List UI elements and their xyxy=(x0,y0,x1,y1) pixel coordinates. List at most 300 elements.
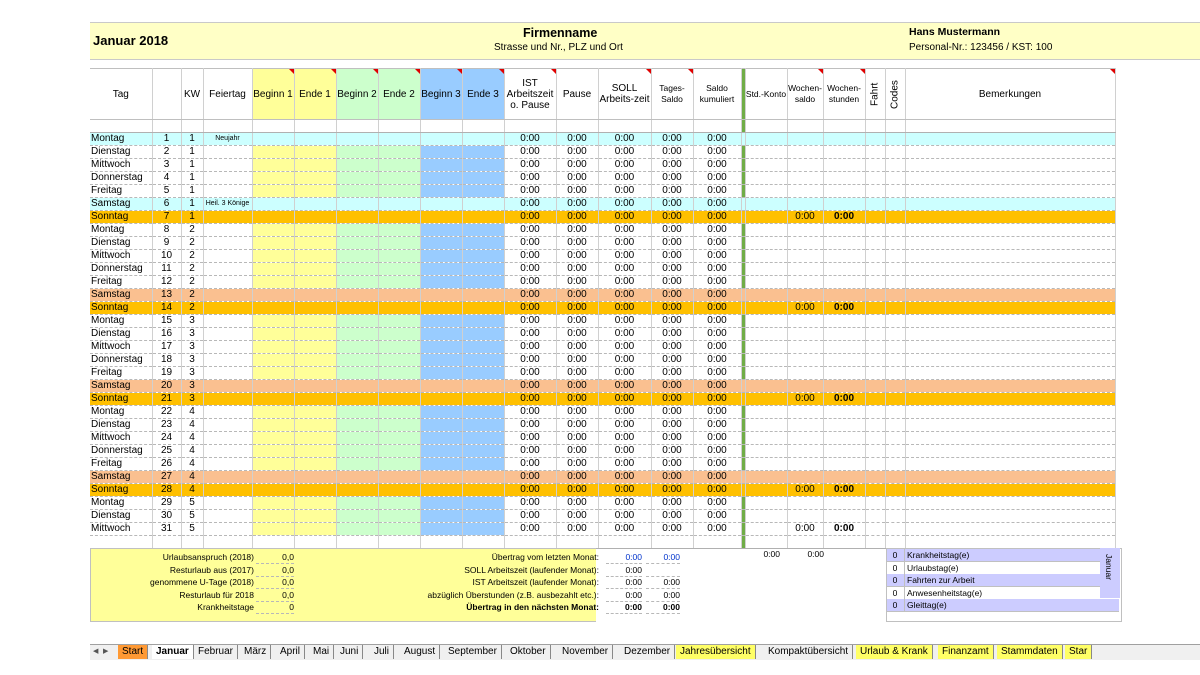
codes-cell[interactable] xyxy=(885,302,905,315)
beginn3-cell[interactable] xyxy=(420,198,462,211)
ende3-cell[interactable] xyxy=(462,172,504,185)
beginn1-cell[interactable] xyxy=(252,471,294,484)
bemerkungen-cell[interactable] xyxy=(905,172,1115,185)
codes-cell[interactable] xyxy=(885,406,905,419)
beginn1-cell[interactable] xyxy=(252,172,294,185)
beginn3-cell[interactable] xyxy=(420,250,462,263)
beginn2-cell[interactable] xyxy=(336,224,378,237)
fahrt-cell[interactable] xyxy=(865,302,885,315)
col-feiertag[interactable]: Feiertag xyxy=(203,69,252,120)
beginn2-cell[interactable] xyxy=(336,367,378,380)
vacation-value[interactable]: 0,0 xyxy=(256,576,294,589)
fahrt-cell[interactable] xyxy=(865,419,885,432)
col-beginn3[interactable]: Beginn 3 xyxy=(420,69,462,120)
codes-cell[interactable] xyxy=(885,341,905,354)
beginn3-cell[interactable] xyxy=(420,497,462,510)
fahrt-cell[interactable] xyxy=(865,172,885,185)
beginn1-cell[interactable] xyxy=(252,406,294,419)
bemerkungen-cell[interactable] xyxy=(905,211,1115,224)
codes-cell[interactable] xyxy=(885,237,905,250)
codes-cell[interactable] xyxy=(885,432,905,445)
tab-september[interactable]: September xyxy=(444,645,502,659)
tab-finanzamt[interactable]: Finanzamt xyxy=(938,645,994,659)
beginn3-cell[interactable] xyxy=(420,380,462,393)
beginn1-cell[interactable] xyxy=(252,510,294,523)
col-beginn2[interactable]: Beginn 2 xyxy=(336,69,378,120)
codes-cell[interactable] xyxy=(885,484,905,497)
ende1-cell[interactable] xyxy=(294,159,336,172)
fahrt-cell[interactable] xyxy=(865,510,885,523)
ende3-cell[interactable] xyxy=(462,250,504,263)
fahrt-cell[interactable] xyxy=(865,224,885,237)
ende1-cell[interactable] xyxy=(294,367,336,380)
codes-cell[interactable] xyxy=(885,211,905,224)
tab-august[interactable]: August xyxy=(400,645,440,659)
ende2-cell[interactable] xyxy=(378,289,420,302)
ende1-cell[interactable] xyxy=(294,341,336,354)
beginn2-cell[interactable] xyxy=(336,497,378,510)
codes-cell[interactable] xyxy=(885,328,905,341)
beginn2-cell[interactable] xyxy=(336,510,378,523)
beginn2-cell[interactable] xyxy=(336,354,378,367)
col-wochenstunden[interactable]: Wochen-stunden xyxy=(823,69,865,120)
beginn1-cell[interactable] xyxy=(252,224,294,237)
ende2-cell[interactable] xyxy=(378,484,420,497)
codes-cell[interactable] xyxy=(885,146,905,159)
codes-cell[interactable] xyxy=(885,185,905,198)
tab-mai[interactable]: Mai xyxy=(309,645,334,659)
ende1-cell[interactable] xyxy=(294,406,336,419)
beginn3-cell[interactable] xyxy=(420,211,462,224)
ende3-cell[interactable] xyxy=(462,224,504,237)
codes-cell[interactable] xyxy=(885,250,905,263)
codes-cell[interactable] xyxy=(885,289,905,302)
ende3-cell[interactable] xyxy=(462,276,504,289)
codes-cell[interactable] xyxy=(885,224,905,237)
vacation-value[interactable]: 0,0 xyxy=(256,551,294,564)
col-num[interactable] xyxy=(152,69,181,120)
ende1-cell[interactable] xyxy=(294,276,336,289)
fahrt-cell[interactable] xyxy=(865,367,885,380)
beginn1-cell[interactable] xyxy=(252,367,294,380)
col-ist[interactable]: IST Arbeitszeit o. Pause xyxy=(504,69,556,120)
ende2-cell[interactable] xyxy=(378,393,420,406)
beginn1-cell[interactable] xyxy=(252,328,294,341)
col-beginn1[interactable]: Beginn 1 xyxy=(252,69,294,120)
fahrt-cell[interactable] xyxy=(865,289,885,302)
codes-cell[interactable] xyxy=(885,276,905,289)
tab-januar[interactable]: Januar xyxy=(152,645,194,659)
beginn2-cell[interactable] xyxy=(336,198,378,211)
ende2-cell[interactable] xyxy=(378,133,420,146)
bemerkungen-cell[interactable] xyxy=(905,185,1115,198)
beginn3-cell[interactable] xyxy=(420,458,462,471)
last-sheet-icon[interactable]: ▶ xyxy=(103,648,109,655)
beginn2-cell[interactable] xyxy=(336,237,378,250)
bemerkungen-cell[interactable] xyxy=(905,289,1115,302)
beginn1-cell[interactable] xyxy=(252,198,294,211)
ende3-cell[interactable] xyxy=(462,484,504,497)
ende2-cell[interactable] xyxy=(378,367,420,380)
ende3-cell[interactable] xyxy=(462,198,504,211)
bemerkungen-cell[interactable] xyxy=(905,497,1115,510)
beginn2-cell[interactable] xyxy=(336,341,378,354)
col-ende2[interactable]: Ende 2 xyxy=(378,69,420,120)
fahrt-cell[interactable] xyxy=(865,497,885,510)
ende1-cell[interactable] xyxy=(294,146,336,159)
ende3-cell[interactable] xyxy=(462,211,504,224)
beginn2-cell[interactable] xyxy=(336,159,378,172)
beginn3-cell[interactable] xyxy=(420,341,462,354)
fahrt-cell[interactable] xyxy=(865,211,885,224)
ende2-cell[interactable] xyxy=(378,497,420,510)
beginn2-cell[interactable] xyxy=(336,393,378,406)
ende1-cell[interactable] xyxy=(294,419,336,432)
ende1-cell[interactable] xyxy=(294,380,336,393)
beginn3-cell[interactable] xyxy=(420,159,462,172)
fahrt-cell[interactable] xyxy=(865,393,885,406)
beginn1-cell[interactable] xyxy=(252,146,294,159)
codes-cell[interactable] xyxy=(885,133,905,146)
beginn2-cell[interactable] xyxy=(336,484,378,497)
tab-juni[interactable]: Juni xyxy=(336,645,363,659)
beginn3-cell[interactable] xyxy=(420,263,462,276)
ende3-cell[interactable] xyxy=(462,263,504,276)
ende1-cell[interactable] xyxy=(294,393,336,406)
beginn3-cell[interactable] xyxy=(420,224,462,237)
bemerkungen-cell[interactable] xyxy=(905,510,1115,523)
ende1-cell[interactable] xyxy=(294,523,336,536)
beginn1-cell[interactable] xyxy=(252,302,294,315)
beginn2-cell[interactable] xyxy=(336,328,378,341)
ende3-cell[interactable] xyxy=(462,146,504,159)
ende2-cell[interactable] xyxy=(378,458,420,471)
beginn3-cell[interactable] xyxy=(420,445,462,458)
ende2-cell[interactable] xyxy=(378,172,420,185)
beginn1-cell[interactable] xyxy=(252,263,294,276)
col-ende1[interactable]: Ende 1 xyxy=(294,69,336,120)
ende2-cell[interactable] xyxy=(378,328,420,341)
codes-cell[interactable] xyxy=(885,510,905,523)
bemerkungen-cell[interactable] xyxy=(905,445,1115,458)
codes-cell[interactable] xyxy=(885,198,905,211)
beginn3-cell[interactable] xyxy=(420,367,462,380)
ende1-cell[interactable] xyxy=(294,484,336,497)
ende1-cell[interactable] xyxy=(294,198,336,211)
tab-kompaktübersicht[interactable]: Kompaktübersicht xyxy=(764,645,853,659)
fahrt-cell[interactable] xyxy=(865,406,885,419)
beginn2-cell[interactable] xyxy=(336,419,378,432)
tab-april[interactable]: April xyxy=(276,645,305,659)
ende2-cell[interactable] xyxy=(378,198,420,211)
beginn2-cell[interactable] xyxy=(336,211,378,224)
codes-cell[interactable] xyxy=(885,523,905,536)
beginn2-cell[interactable] xyxy=(336,380,378,393)
fahrt-cell[interactable] xyxy=(865,432,885,445)
bemerkungen-cell[interactable] xyxy=(905,484,1115,497)
codes-cell[interactable] xyxy=(885,172,905,185)
ende1-cell[interactable] xyxy=(294,328,336,341)
beginn1-cell[interactable] xyxy=(252,354,294,367)
ende1-cell[interactable] xyxy=(294,133,336,146)
codes-cell[interactable] xyxy=(885,445,905,458)
beginn3-cell[interactable] xyxy=(420,315,462,328)
beginn1-cell[interactable] xyxy=(252,341,294,354)
codes-cell[interactable] xyxy=(885,380,905,393)
beginn1-cell[interactable] xyxy=(252,133,294,146)
beginn1-cell[interactable] xyxy=(252,523,294,536)
tab-dezember[interactable]: Dezember xyxy=(620,645,675,659)
tab-jahresübersicht[interactable]: Jahresübersicht xyxy=(676,645,756,659)
vacation-value[interactable]: 0,0 xyxy=(256,564,294,577)
fahrt-cell[interactable] xyxy=(865,237,885,250)
vacation-value[interactable]: 0 xyxy=(256,601,294,614)
tab-star[interactable]: Star xyxy=(1065,645,1092,659)
ende2-cell[interactable] xyxy=(378,146,420,159)
col-saldo-kumuliert[interactable]: Saldo kumuliert xyxy=(693,69,741,120)
beginn3-cell[interactable] xyxy=(420,471,462,484)
ende3-cell[interactable] xyxy=(462,328,504,341)
bemerkungen-cell[interactable] xyxy=(905,276,1115,289)
beginn3-cell[interactable] xyxy=(420,354,462,367)
ende3-cell[interactable] xyxy=(462,302,504,315)
beginn3-cell[interactable] xyxy=(420,484,462,497)
ende2-cell[interactable] xyxy=(378,380,420,393)
ende1-cell[interactable] xyxy=(294,211,336,224)
codes-cell[interactable] xyxy=(885,354,905,367)
ende2-cell[interactable] xyxy=(378,419,420,432)
ende1-cell[interactable] xyxy=(294,315,336,328)
beginn1-cell[interactable] xyxy=(252,458,294,471)
ende1-cell[interactable] xyxy=(294,497,336,510)
col-pause[interactable]: Pause xyxy=(556,69,598,120)
ende1-cell[interactable] xyxy=(294,289,336,302)
bemerkungen-cell[interactable] xyxy=(905,224,1115,237)
fahrt-cell[interactable] xyxy=(865,198,885,211)
beginn2-cell[interactable] xyxy=(336,406,378,419)
beginn1-cell[interactable] xyxy=(252,315,294,328)
ende2-cell[interactable] xyxy=(378,445,420,458)
ende3-cell[interactable] xyxy=(462,289,504,302)
fahrt-cell[interactable] xyxy=(865,276,885,289)
beginn2-cell[interactable] xyxy=(336,250,378,263)
ende3-cell[interactable] xyxy=(462,471,504,484)
fahrt-cell[interactable] xyxy=(865,185,885,198)
fahrt-cell[interactable] xyxy=(865,341,885,354)
ende2-cell[interactable] xyxy=(378,250,420,263)
ende2-cell[interactable] xyxy=(378,185,420,198)
ende3-cell[interactable] xyxy=(462,133,504,146)
bemerkungen-cell[interactable] xyxy=(905,315,1115,328)
fahrt-cell[interactable] xyxy=(865,445,885,458)
beginn2-cell[interactable] xyxy=(336,185,378,198)
beginn1-cell[interactable] xyxy=(252,484,294,497)
ende2-cell[interactable] xyxy=(378,276,420,289)
bemerkungen-cell[interactable] xyxy=(905,523,1115,536)
tab-november[interactable]: November xyxy=(558,645,613,659)
bemerkungen-cell[interactable] xyxy=(905,146,1115,159)
codes-cell[interactable] xyxy=(885,458,905,471)
vacation-value[interactable]: 0,0 xyxy=(256,589,294,602)
beginn2-cell[interactable] xyxy=(336,315,378,328)
ende3-cell[interactable] xyxy=(462,354,504,367)
beginn1-cell[interactable] xyxy=(252,380,294,393)
bemerkungen-cell[interactable] xyxy=(905,159,1115,172)
col-fahrt[interactable]: Fahrt xyxy=(865,69,885,120)
first-sheet-icon[interactable]: ◀ xyxy=(93,648,99,655)
ende2-cell[interactable] xyxy=(378,510,420,523)
codes-cell[interactable] xyxy=(885,471,905,484)
ende2-cell[interactable] xyxy=(378,341,420,354)
fahrt-cell[interactable] xyxy=(865,250,885,263)
codes-cell[interactable] xyxy=(885,315,905,328)
ende1-cell[interactable] xyxy=(294,354,336,367)
fahrt-cell[interactable] xyxy=(865,159,885,172)
col-kw[interactable]: KW xyxy=(181,69,203,120)
ende1-cell[interactable] xyxy=(294,432,336,445)
tab-juli[interactable]: Juli xyxy=(370,645,394,659)
bemerkungen-cell[interactable] xyxy=(905,302,1115,315)
col-codes[interactable]: Codes xyxy=(885,69,905,120)
ende3-cell[interactable] xyxy=(462,523,504,536)
tab-märz[interactable]: März xyxy=(240,645,271,659)
tab-start[interactable]: Start xyxy=(118,645,148,659)
ende1-cell[interactable] xyxy=(294,250,336,263)
beginn2-cell[interactable] xyxy=(336,276,378,289)
fahrt-cell[interactable] xyxy=(865,146,885,159)
fahrt-cell[interactable] xyxy=(865,471,885,484)
ende1-cell[interactable] xyxy=(294,458,336,471)
ende2-cell[interactable] xyxy=(378,471,420,484)
beginn3-cell[interactable] xyxy=(420,406,462,419)
ende3-cell[interactable] xyxy=(462,432,504,445)
fahrt-cell[interactable] xyxy=(865,458,885,471)
ende2-cell[interactable] xyxy=(378,432,420,445)
beginn2-cell[interactable] xyxy=(336,133,378,146)
bemerkungen-cell[interactable] xyxy=(905,393,1115,406)
beginn3-cell[interactable] xyxy=(420,185,462,198)
ende2-cell[interactable] xyxy=(378,224,420,237)
ende3-cell[interactable] xyxy=(462,445,504,458)
beginn2-cell[interactable] xyxy=(336,445,378,458)
beginn2-cell[interactable] xyxy=(336,523,378,536)
beginn1-cell[interactable] xyxy=(252,419,294,432)
bemerkungen-cell[interactable] xyxy=(905,133,1115,146)
ende2-cell[interactable] xyxy=(378,159,420,172)
beginn1-cell[interactable] xyxy=(252,445,294,458)
beginn3-cell[interactable] xyxy=(420,432,462,445)
beginn3-cell[interactable] xyxy=(420,393,462,406)
fahrt-cell[interactable] xyxy=(865,263,885,276)
bemerkungen-cell[interactable] xyxy=(905,406,1115,419)
beginn3-cell[interactable] xyxy=(420,146,462,159)
beginn1-cell[interactable] xyxy=(252,432,294,445)
ende1-cell[interactable] xyxy=(294,445,336,458)
beginn2-cell[interactable] xyxy=(336,458,378,471)
ende3-cell[interactable] xyxy=(462,185,504,198)
bemerkungen-cell[interactable] xyxy=(905,471,1115,484)
bemerkungen-cell[interactable] xyxy=(905,354,1115,367)
beginn3-cell[interactable] xyxy=(420,328,462,341)
beginn2-cell[interactable] xyxy=(336,146,378,159)
beginn3-cell[interactable] xyxy=(420,302,462,315)
tab-stammdaten[interactable]: Stammdaten xyxy=(997,645,1063,659)
beginn2-cell[interactable] xyxy=(336,263,378,276)
ende1-cell[interactable] xyxy=(294,510,336,523)
bemerkungen-cell[interactable] xyxy=(905,419,1115,432)
ende3-cell[interactable] xyxy=(462,159,504,172)
beginn3-cell[interactable] xyxy=(420,510,462,523)
col-soll[interactable]: SOLL Arbeits-zeit xyxy=(598,69,651,120)
codes-cell[interactable] xyxy=(885,419,905,432)
col-bemerkungen[interactable]: Bemerkungen xyxy=(905,69,1115,120)
beginn3-cell[interactable] xyxy=(420,133,462,146)
ende3-cell[interactable] xyxy=(462,393,504,406)
codes-cell[interactable] xyxy=(885,497,905,510)
ende2-cell[interactable] xyxy=(378,237,420,250)
beginn2-cell[interactable] xyxy=(336,172,378,185)
beginn1-cell[interactable] xyxy=(252,159,294,172)
beginn1-cell[interactable] xyxy=(252,393,294,406)
ende3-cell[interactable] xyxy=(462,380,504,393)
col-wochensaldo[interactable]: Wochen-saldo xyxy=(787,69,823,120)
tab-urlaub-krank[interactable]: Urlaub & Krank xyxy=(856,645,933,659)
ende3-cell[interactable] xyxy=(462,367,504,380)
bemerkungen-cell[interactable] xyxy=(905,328,1115,341)
ende3-cell[interactable] xyxy=(462,510,504,523)
beginn2-cell[interactable] xyxy=(336,432,378,445)
col-tagessaldo[interactable]: Tages-Saldo xyxy=(651,69,693,120)
col-ende3[interactable]: Ende 3 xyxy=(462,69,504,120)
beginn2-cell[interactable] xyxy=(336,471,378,484)
ende2-cell[interactable] xyxy=(378,263,420,276)
beginn2-cell[interactable] xyxy=(336,302,378,315)
beginn3-cell[interactable] xyxy=(420,289,462,302)
ende3-cell[interactable] xyxy=(462,419,504,432)
beginn1-cell[interactable] xyxy=(252,250,294,263)
beginn1-cell[interactable] xyxy=(252,211,294,224)
fahrt-cell[interactable] xyxy=(865,354,885,367)
beginn3-cell[interactable] xyxy=(420,172,462,185)
bemerkungen-cell[interactable] xyxy=(905,458,1115,471)
ende2-cell[interactable] xyxy=(378,315,420,328)
ende1-cell[interactable] xyxy=(294,224,336,237)
beginn1-cell[interactable] xyxy=(252,276,294,289)
ende1-cell[interactable] xyxy=(294,302,336,315)
ende3-cell[interactable] xyxy=(462,341,504,354)
fahrt-cell[interactable] xyxy=(865,523,885,536)
fahrt-cell[interactable] xyxy=(865,380,885,393)
ende2-cell[interactable] xyxy=(378,211,420,224)
fahrt-cell[interactable] xyxy=(865,484,885,497)
codes-cell[interactable] xyxy=(885,263,905,276)
ende3-cell[interactable] xyxy=(462,315,504,328)
codes-cell[interactable] xyxy=(885,159,905,172)
beginn3-cell[interactable] xyxy=(420,237,462,250)
col-std-konto[interactable]: Std.-Konto xyxy=(745,69,787,120)
ende2-cell[interactable] xyxy=(378,406,420,419)
ende2-cell[interactable] xyxy=(378,354,420,367)
ende1-cell[interactable] xyxy=(294,172,336,185)
beginn1-cell[interactable] xyxy=(252,289,294,302)
ende1-cell[interactable] xyxy=(294,263,336,276)
tab-februar[interactable]: Februar xyxy=(194,645,238,659)
beginn1-cell[interactable] xyxy=(252,185,294,198)
fahrt-cell[interactable] xyxy=(865,315,885,328)
bemerkungen-cell[interactable] xyxy=(905,380,1115,393)
ende3-cell[interactable] xyxy=(462,406,504,419)
fahrt-cell[interactable] xyxy=(865,133,885,146)
